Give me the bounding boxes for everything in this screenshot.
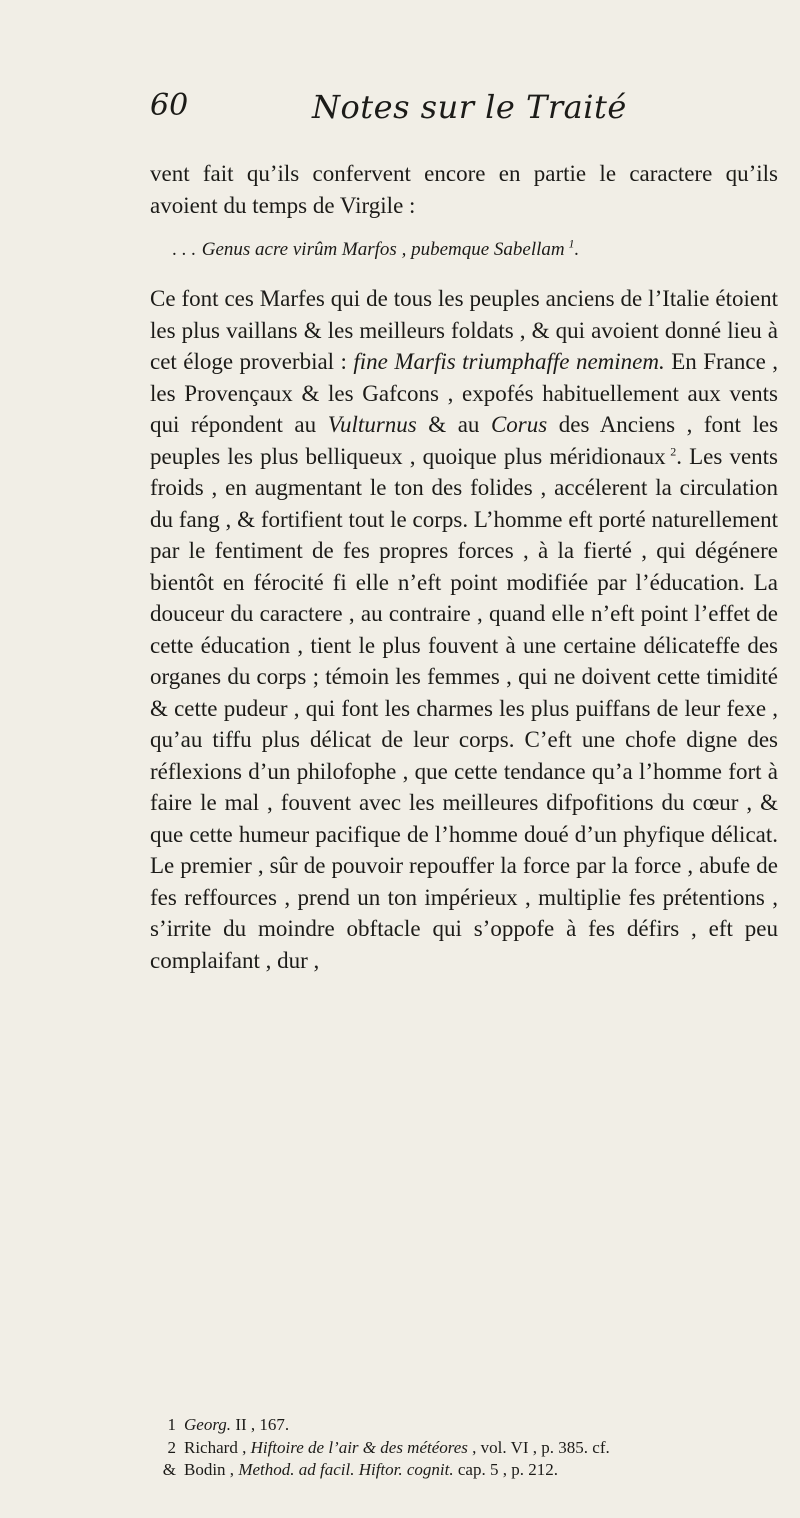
footnote-2-continuation: [150, 1459, 778, 1482]
footnote-2: [150, 1437, 778, 1460]
footnote-2-mark: 2: [167, 1437, 176, 1457]
paragraph-2-d: des Anciens , font les peuples les plus belliqueux , quoique plus méridionaux: [150, 412, 779, 469]
quote-ellipsis: . . .: [172, 239, 196, 260]
footnote-1-title: Georg.: [184, 1415, 232, 1434]
footnote-1: [150, 1414, 778, 1437]
paragraph-2: [150, 283, 778, 976]
page-number: 60: [150, 88, 189, 123]
footnote-2-title: Hiftoire de l’air & des météores: [250, 1437, 468, 1457]
paragraph-1: [150, 158, 778, 221]
paragraph-2-c: & au: [428, 412, 480, 437]
footnote-2-rest: , vol. VI , p. 385. cf.: [472, 1437, 610, 1457]
running-head: Notes sur le Traité: [312, 88, 627, 126]
footnote-2-cont-rest: cap. 5 , p. 212.: [457, 1460, 558, 1479]
footnote-ref-2: 2: [670, 443, 677, 458]
footnote-2-cont-title: Method. ad facil. Hiftor. cognit.: [238, 1460, 454, 1479]
page-header: [150, 88, 750, 138]
paragraph-1-text: vent fait qu’ils confervent encore en partie le caractere qu’ils avoient du temps de Virgile :: [150, 161, 778, 218]
paragraph-2-e: . Les vents froids , en augmentant le ton des folides , accélerent la circulation du fang , & fortifient tout le corps. L’homme eft porté naturellement par le fentiment de fes propres forces , à la fierté , qui dégénere bientôt en férocité fi elle n’eft point modifiée par l’éducation. La douceur du caractere , au contraire , quand elle n’eft point l’effet de cette éducation , tient le plus fouvent à une certaine délicateffe des organes du corps ; témoin les femmes , qui ne doivent cette timidité & cette pudeur , qui font les charmes les plus puiffans de leur fexe , qu’au tiffu plus délicat de leur corps. C’eft une chofe digne des réflexions d’un philofophe , que cette tendance qu’a l’homme fort à faire le mal , fouvent avec les meilleures difpofitions du cœur , & que cette humeur pacifique de l’homme doué d’un phyfique délicat. Le premier , sûr de pouvoir repouffer la force par la force , abufe de fes reffources , prend un ton impérieux , multiplie fes prétentions , s’irrite du moindre obftacle qui s’oppofe à fes défirs , eft peu complaifant , dur ,: [150, 443, 778, 973]
latin-quotation: . . . Genus acre virûm Marfos , pubemque Sabellam $^1$.: [172, 236, 580, 260]
paragraph-2-a: Ce font ces Marfes qui de tous les peuples anciens de l’Italie étoient les plus vaillans & les meilleurs foldats , & qui avoient donné lieu à cet éloge proverbial :: [150, 286, 778, 374]
wind-corus: Corus: [490, 412, 548, 437]
latin-proverb: fine Marfis triumphaffe neminem.: [353, 349, 665, 374]
footnote-1-rest: II , 167.: [235, 1415, 290, 1434]
footnote-ref-1: 1: [568, 236, 575, 251]
body-text: [150, 158, 778, 976]
footnotes: [150, 1414, 778, 1482]
wind-vulturnus: Vulturnus: [327, 412, 417, 437]
footnote-2-cont-lead: &: [162, 1460, 176, 1479]
footnote-1-mark: 1: [167, 1415, 176, 1434]
quote-text: Genus acre virûm Marfos , pubemque Sabellam: [201, 239, 565, 260]
footnote-2-cont-author: Bodin ,: [184, 1460, 235, 1479]
paragraph-2-b: En France , les Provençaux & les Gafcons , expofés habituellement aux vents qui répondent au: [150, 349, 779, 437]
footnote-2-author: Richard ,: [184, 1437, 247, 1457]
